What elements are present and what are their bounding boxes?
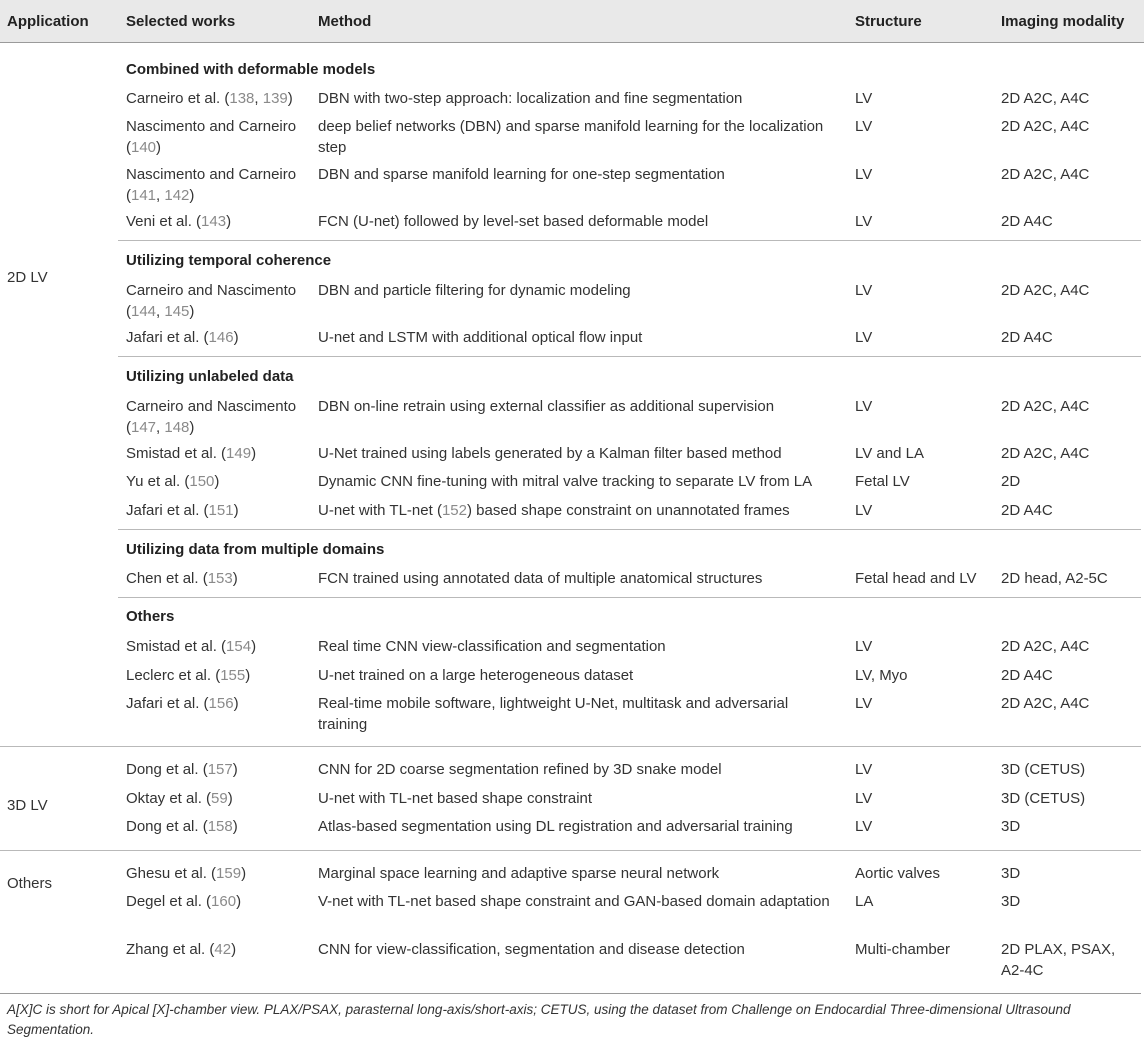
cell-text: ) [232, 570, 238, 587]
cell-structure: Fetal head and LV [855, 570, 977, 587]
cell-selected-work [126, 116, 311, 158]
cell-text: Zhang et al. ( [126, 941, 215, 958]
cell-text: ) based shape constraint on unannotated frames [466, 502, 790, 519]
cell-text: ) [287, 90, 293, 107]
citation-link[interactable]: 152 [441, 502, 467, 519]
section-divider [118, 356, 1141, 357]
cell-method: Real-time mobile software, lightweight U-Net, multitask and adversarial training [318, 695, 789, 733]
cell-text: ) [189, 187, 195, 204]
cell-imaging-modality: 2D A2C, A4C [1001, 282, 1090, 299]
cell-text: Oktay et al. ( [126, 790, 212, 807]
cell-text: ) [233, 502, 239, 519]
cell-selected-work [126, 396, 311, 438]
citation-link[interactable]: 154 [226, 638, 252, 655]
cell-method: DBN and particle filtering for dynamic modeling [318, 282, 631, 299]
cell-imaging-modality: 2D A2C, A4C [1001, 166, 1090, 183]
cell-structure: LV [855, 818, 873, 835]
cell-text: , [254, 90, 263, 107]
section-title: Utilizing unlabeled data [126, 368, 294, 385]
cell-text: Carneiro and Nascimento ( [126, 398, 297, 436]
citation-link[interactable]: 146 [208, 329, 234, 346]
cell-selected-work [126, 443, 311, 464]
cell-structure: LV [855, 790, 873, 807]
cell-text: Dong et al. ( [126, 818, 208, 835]
section-divider [118, 529, 1141, 530]
cell-method: U-Net trained using labels generated by a Kalman filter based method [318, 445, 782, 462]
citation-link[interactable]: 149 [226, 445, 252, 462]
citation-link[interactable]: 150 [189, 473, 215, 490]
cell-selected-work [126, 788, 311, 809]
table-bottom-rule [0, 993, 1141, 994]
header-selected-works: Selected works [126, 13, 236, 30]
cell-imaging-modality: 2D PLAX, PSAX, A2-4C [1001, 941, 1116, 979]
cell-structure: LV [855, 90, 873, 107]
cell-text: Jafari et al. ( [126, 695, 209, 712]
citation-link[interactable]: 160 [211, 893, 237, 910]
citation-link[interactable]: 59 [211, 790, 228, 807]
section-title: Others [126, 608, 175, 625]
cell-text: Dong et al. ( [126, 761, 208, 778]
cell-imaging-modality: 2D A4C [1001, 213, 1053, 230]
group-divider [0, 850, 1141, 851]
section-divider [118, 597, 1141, 598]
cell-text: ) [189, 303, 195, 320]
cell-text: Carneiro et al. ( [126, 90, 230, 107]
cell-method: U-net trained on a large heterogeneous dataset [318, 667, 634, 684]
cell-selected-work [126, 568, 311, 589]
citation-link[interactable]: 142 [164, 187, 190, 204]
citation-link[interactable]: 143 [201, 213, 227, 230]
cell-structure: LV, Myo [855, 667, 908, 684]
citation-link[interactable]: 156 [208, 695, 234, 712]
section-title: Combined with deformable models [126, 61, 376, 78]
group-divider [0, 746, 1141, 747]
cell-method [318, 500, 838, 521]
cell-imaging-modality: 2D A4C [1001, 502, 1053, 519]
cell-selected-work [126, 693, 311, 714]
cell-method: Atlas-based segmentation using DL registration and adversarial training [318, 818, 793, 835]
cell-structure: LV [855, 166, 873, 183]
citation-link[interactable]: 139 [262, 90, 288, 107]
cell-method: U-net with TL-net based shape constraint [318, 790, 593, 807]
cell-text: ) [241, 865, 247, 882]
cell-structure: LV [855, 502, 873, 519]
cell-text: ) [232, 761, 238, 778]
cell-text: Chen et al. ( [126, 570, 208, 587]
cell-text: Jafari et al. ( [126, 502, 209, 519]
cell-imaging-modality: 2D A2C, A4C [1001, 118, 1090, 135]
cell-method: CNN for 2D coarse segmentation refined by 3D snake model [318, 761, 722, 778]
application-others: Others [7, 875, 53, 892]
cell-method: FCN trained using annotated data of multiple anatomical structures [318, 570, 763, 587]
cell-text: ) [251, 638, 257, 655]
application-2d-lv: 2D LV [7, 269, 48, 286]
cell-selected-work [126, 164, 311, 206]
cell-structure: LV [855, 329, 873, 346]
cell-text: Smistad et al. ( [126, 445, 227, 462]
cell-selected-work [126, 816, 311, 837]
cell-structure: Fetal LV [855, 473, 910, 490]
cell-imaging-modality: 2D [1001, 473, 1021, 490]
cell-text: Smistad et al. ( [126, 638, 227, 655]
cell-structure: LV [855, 213, 873, 230]
cell-method: DBN on-line retrain using external classifier as additional supervision [318, 398, 775, 415]
cell-text: ) [189, 419, 195, 436]
cell-structure: LA [855, 893, 874, 910]
cell-imaging-modality: 2D A2C, A4C [1001, 398, 1090, 415]
citation-link[interactable]: 158 [207, 818, 233, 835]
section-divider [118, 240, 1141, 241]
cell-selected-work [126, 280, 311, 322]
citation-link[interactable]: 141 [131, 187, 157, 204]
cell-text: Nascimento and Carneiro ( [126, 118, 297, 156]
citation-link[interactable]: 153 [207, 570, 233, 587]
header-method: Method [318, 13, 372, 30]
cell-structure: LV [855, 638, 873, 655]
cell-text: Carneiro and Nascimento ( [126, 282, 297, 320]
cell-imaging-modality: 2D A2C, A4C [1001, 445, 1090, 462]
cell-structure: LV [855, 398, 873, 415]
cell-structure: LV and LA [855, 445, 924, 462]
cell-imaging-modality: 3D [1001, 865, 1021, 882]
cell-imaging-modality: 3D [1001, 893, 1021, 910]
cell-text: , [156, 303, 165, 320]
cell-text: Veni et al. ( [126, 213, 202, 230]
citation-link[interactable]: 159 [216, 865, 242, 882]
cell-imaging-modality: 2D A4C [1001, 667, 1053, 684]
cell-text: ) [233, 329, 239, 346]
cell-text: ) [214, 473, 220, 490]
citation-link[interactable]: 138 [229, 90, 255, 107]
cell-method: DBN and sparse manifold learning for one-step segmentation [318, 166, 725, 183]
cell-text: Nascimento and Carneiro ( [126, 166, 297, 204]
citation-link[interactable]: 157 [207, 761, 233, 778]
cell-imaging-modality: 2D A2C, A4C [1001, 695, 1090, 712]
cell-method: U-net and LSTM with additional optical flow input [318, 329, 643, 346]
cell-method: DBN with two-step approach: localization and fine segmentation [318, 90, 743, 107]
cell-imaging-modality: 3D (CETUS) [1001, 790, 1086, 807]
cell-text: ) [227, 790, 233, 807]
cell-text: , [156, 419, 165, 436]
section-title: Utilizing data from multiple domains [126, 541, 385, 558]
cell-method: Dynamic CNN fine-tuning with mitral valve tracking to separate LV from LA [318, 473, 813, 490]
cell-imaging-modality: 2D head, A2-5C [1001, 570, 1108, 587]
cell-text: , [156, 187, 165, 204]
cell-text: Leclerc et al. ( [126, 667, 221, 684]
cell-imaging-modality: 2D A4C [1001, 329, 1053, 346]
citation-link[interactable]: 148 [164, 419, 190, 436]
cell-selected-work [126, 939, 311, 960]
citation-link[interactable]: 147 [131, 419, 157, 436]
cell-text: Degel et al. ( [126, 893, 212, 910]
cell-structure: LV [855, 118, 873, 135]
cell-structure: Multi-chamber [855, 941, 951, 958]
cell-selected-work [126, 471, 311, 492]
cell-method: deep belief networks (DBN) and sparse manifold learning for the localization step [318, 118, 824, 156]
table-footnote: A[X]C is short for Apical [X]-chamber view. PLAX/PSAX, parasternal long-axis/short-axis; CETUS, using the dataset from Challenge on Endocardial Three-dimensional Ultrasound Segmentation. [7, 1002, 1071, 1037]
citation-link[interactable]: 42 [214, 941, 232, 958]
cell-structure: LV [855, 761, 873, 778]
cell-imaging-modality: 2D A2C, A4C [1001, 638, 1090, 655]
cell-text: ) [233, 695, 239, 712]
cell-selected-work [126, 636, 311, 657]
cell-imaging-modality: 2D A2C, A4C [1001, 90, 1090, 107]
cell-text: Jafari et al. ( [126, 329, 209, 346]
header-application: Application [7, 13, 89, 30]
cell-text: ) [231, 941, 237, 958]
application-3d-lv: 3D LV [7, 797, 48, 814]
cell-text: U-net with TL-net ( [318, 502, 442, 519]
cell-imaging-modality: 3D (CETUS) [1001, 761, 1086, 778]
cell-method: CNN for view-classification, segmentation and disease detection [318, 941, 745, 958]
cell-selected-work [126, 863, 311, 884]
table-header [0, 0, 1144, 43]
cell-text: ) [236, 893, 242, 910]
cell-text: ) [226, 213, 232, 230]
cell-imaging-modality: 3D [1001, 818, 1021, 835]
cell-structure: LV [855, 695, 873, 712]
cell-text: ) [251, 445, 257, 462]
cell-text: ) [245, 667, 251, 684]
cell-text: ) [156, 139, 162, 156]
citation-link[interactable]: 144 [131, 303, 157, 320]
cell-structure: LV [855, 282, 873, 299]
citation-link[interactable]: 151 [208, 502, 234, 519]
cell-selected-work [126, 327, 311, 348]
cell-selected-work [126, 665, 311, 686]
cell-text: Yu et al. ( [126, 473, 190, 490]
cell-method: Real time CNN view-classification and segmentation [318, 638, 666, 655]
header-imaging-modality: Imaging modality [1001, 13, 1125, 30]
citation-link[interactable]: 140 [131, 139, 157, 156]
cell-structure: Aortic valves [855, 865, 941, 882]
cell-text: ) [232, 818, 238, 835]
cell-selected-work [126, 88, 311, 109]
section-title: Utilizing temporal coherence [126, 252, 332, 269]
cell-method: Marginal space learning and adaptive sparse neural network [318, 865, 720, 882]
cell-selected-work [126, 891, 311, 912]
header-structure: Structure [855, 13, 922, 30]
citation-link[interactable]: 155 [220, 667, 246, 684]
cell-text: Ghesu et al. ( [126, 865, 217, 882]
cell-selected-work [126, 500, 311, 521]
cell-selected-work [126, 759, 311, 780]
cell-selected-work [126, 211, 311, 232]
cell-method: V-net with TL-net based shape constraint and GAN-based domain adaptation [318, 893, 830, 910]
citation-link[interactable]: 145 [164, 303, 190, 320]
cell-method: FCN (U-net) followed by level-set based deformable model [318, 213, 709, 230]
